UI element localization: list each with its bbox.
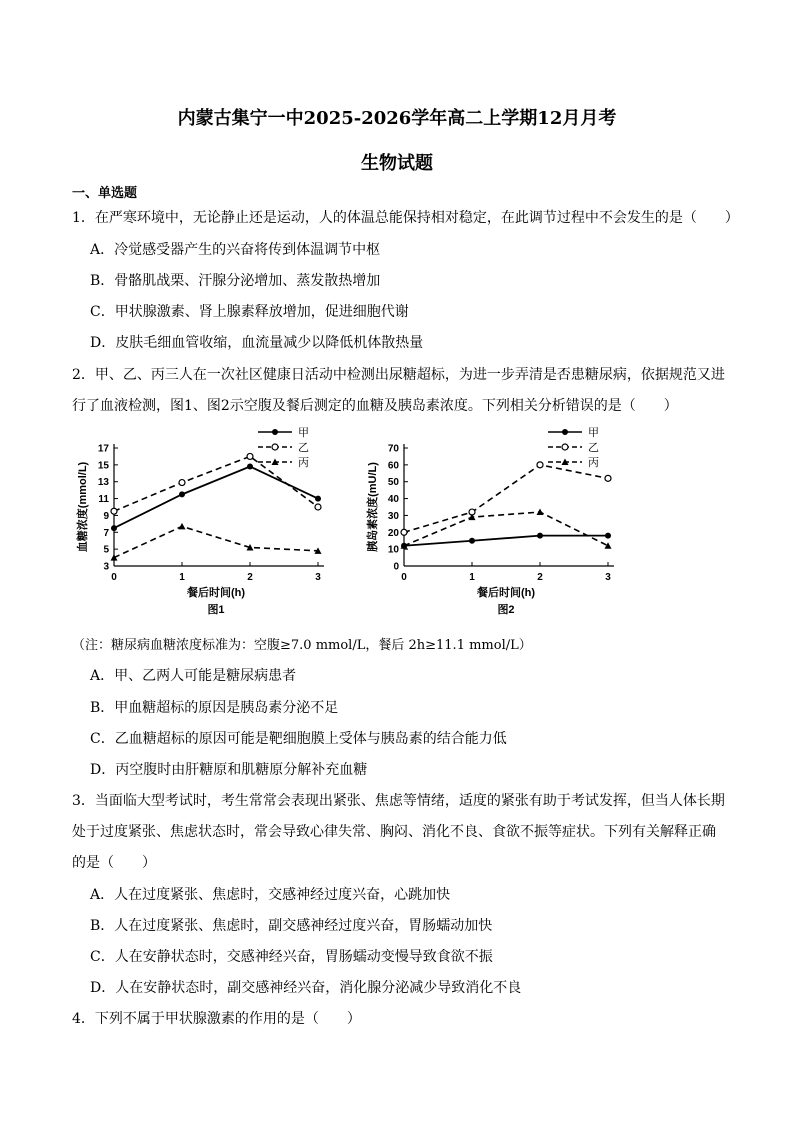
fig2-series-1-point — [605, 475, 611, 481]
fig2-series-0-point — [605, 533, 611, 539]
question-2-option-a: A．甲、乙两人可能是糖尿病患者 — [90, 668, 297, 684]
figure-1-x-axis-label: 餐后时间(h) — [186, 587, 246, 599]
question-2-note: （注：糖尿病血糖浓度标准为：空腹≥7.0 mmol/L，餐后 2h≥11.1 mmol/L） — [72, 638, 532, 653]
figure-1-caption: 图1 — [207, 604, 225, 616]
figure-2-y-axis-label: 胰岛素浓度(mU/L) — [367, 462, 379, 552]
fig1-legend-label-2: 丙 — [298, 457, 309, 469]
fig2-x-tick-label: 0 — [401, 572, 407, 583]
fig1-x-tick-label: 0 — [111, 572, 117, 583]
question-3-stem-line-2: 处于过度紧张、焦虑状态时，常会导致心律失常、胸闷、消化不良、食欲不振等症状。下列有关解释正确 — [72, 824, 716, 840]
fig1-series-line-1 — [114, 456, 318, 511]
fig2-series-line-2 — [404, 512, 608, 546]
fig1-y-tick-label: 11 — [98, 494, 109, 506]
fig1-series-line-2 — [114, 526, 318, 557]
figure-2-insulin-chart — [362, 420, 652, 625]
figure-1-y-axis-label: 血糖浓度(mmol/L) — [77, 461, 89, 553]
document-title: 内蒙古集宁一中2025-2026学年高二上学期12月月考 — [177, 108, 617, 129]
fig1-legend-label-0: 甲 — [298, 427, 309, 439]
fig2-legend-label-1: 乙 — [588, 442, 599, 454]
fig2-y-tick-label: 70 — [387, 443, 399, 455]
fig1-legend-marker-1 — [272, 444, 278, 450]
fig1-y-tick-label: 9 — [103, 510, 109, 522]
fig1-series-0-point — [179, 491, 185, 497]
fig1-x-tick-label: 2 — [247, 572, 253, 583]
question-1-option-a: A．冷觉感受器产生的兴奋将传到体温调节中枢 — [90, 242, 381, 258]
question-2-stem-line-2: 行了血液检测，图1、图2示空腹及餐后测定的血糖及胰岛素浓度。下列相关分析错误的是（ ） — [72, 398, 678, 414]
question-2-option-d: D．丙空腹时由肝糖原和肌糖原分解补充血糖 — [90, 762, 368, 778]
question-3-option-b: B．人在过度紧张、焦虑时，副交感神经过度兴奋，胃肠蠕动加快 — [90, 918, 493, 934]
fig2-x-tick-label: 1 — [469, 572, 475, 583]
fig2-x-tick-label: 2 — [537, 572, 543, 583]
fig2-y-tick-label: 40 — [387, 494, 399, 506]
question-2-stem-line-1: 2．甲、乙、丙三人在一次社区健康日活动中检测出尿糖超标，为进一步弄清是否患糖尿病，依据规范又进 — [72, 367, 725, 383]
fig1-series-0-point — [315, 496, 321, 502]
fig2-series-2-point — [605, 542, 612, 549]
question-2-option-b: B．甲血糖超标的原因是胰岛素分泌不足 — [90, 700, 339, 716]
fig1-y-tick-label: 17 — [97, 443, 109, 455]
fig1-series-line-0 — [114, 467, 318, 529]
question-2-option-c: C．乙血糖超标的原因可能是靶细胞膜上受体与胰岛素的结合能力低 — [90, 731, 507, 747]
fig2-x-tick-label: 3 — [605, 572, 611, 583]
fig2-y-tick-label: 20 — [387, 527, 399, 539]
fig2-series-line-1 — [404, 465, 608, 532]
fig1-y-tick-label: 3 — [103, 561, 109, 573]
section-heading: 一、单选题 — [72, 186, 138, 201]
fig1-series-1-point — [315, 504, 321, 510]
question-1-option-c: C．甲状腺激素、肾上腺素释放增加，促进细胞代谢 — [90, 304, 409, 320]
fig2-legend-marker-0 — [562, 429, 568, 435]
question-3-option-d: D．人在安静状态时，副交感神经兴奋，消化腺分泌减少导致消化不良 — [90, 980, 522, 996]
question-3-stem-line-3: 的是（ ） — [72, 855, 156, 871]
fig1-x-tick-label: 3 — [315, 572, 321, 583]
document-subtitle: 生物试题 — [361, 153, 433, 174]
question-4-stem: 4．下列不属于甲状腺激素的作用的是（ ） — [72, 1011, 361, 1027]
fig1-series-1-point — [247, 453, 253, 459]
question-1-option-d: D．皮肤毛细血管收缩，血流量减少以降低机体散热量 — [90, 335, 424, 351]
figure-1-blood-glucose-chart — [72, 420, 362, 625]
fig2-series-1-point — [401, 529, 407, 535]
fig2-y-tick-label: 50 — [387, 477, 399, 489]
fig2-series-2-point — [537, 509, 544, 516]
fig1-series-1-point — [179, 480, 185, 486]
fig1-series-0-point — [247, 464, 253, 470]
fig2-y-tick-label: 10 — [387, 544, 399, 556]
figure-2-x-axis-label: 餐后时间(h) — [476, 587, 536, 599]
fig1-y-tick-label: 13 — [97, 477, 109, 489]
fig2-legend-marker-1 — [562, 444, 568, 450]
fig1-y-tick-label: 15 — [97, 460, 109, 472]
fig2-series-0-point — [537, 533, 543, 539]
fig2-y-tick-label: 60 — [387, 460, 399, 472]
fig1-series-1-point — [111, 508, 117, 514]
question-1-option-b: B．骨骼肌战栗、汗腺分泌增加、蒸发散热增加 — [90, 273, 381, 289]
fig2-y-tick-label: 30 — [387, 510, 399, 522]
question-1-stem: 1．在严寒环境中，无论静止还是运动，人的体温总能保持相对稳定，在此调节过程中不会发生的是（ ） — [72, 210, 739, 226]
fig2-series-line-0 — [404, 536, 608, 546]
fig1-x-tick-label: 1 — [179, 572, 185, 583]
question-3-option-a: A．人在过度紧张、焦虑时，交感神经过度兴奋，心跳加快 — [90, 887, 451, 903]
fig2-legend-label-0: 甲 — [588, 427, 599, 439]
fig2-series-0-point — [469, 538, 475, 544]
fig1-y-tick-label: 5 — [103, 544, 109, 556]
fig1-y-tick-label: 7 — [103, 527, 109, 539]
question-3-stem-line-1: 3．当面临大型考试时，考生常常会表现出紧张、焦虑等情绪，适度的紧张有助于考试发挥，但当人体长期 — [72, 793, 725, 809]
question-3-option-c: C．人在安静状态时，交感神经兴奋，胃肠蠕动变慢导致食欲不振 — [90, 949, 493, 965]
figure-2-caption: 图2 — [497, 604, 515, 616]
fig2-series-1-point — [537, 462, 543, 468]
fig2-legend-label-2: 丙 — [588, 457, 599, 469]
fig1-legend-label-1: 乙 — [298, 442, 309, 454]
fig2-y-tick-label: 0 — [393, 561, 399, 573]
fig1-series-0-point — [111, 525, 117, 531]
fig1-legend-marker-0 — [272, 429, 278, 435]
fig1-series-2-point — [179, 523, 186, 530]
